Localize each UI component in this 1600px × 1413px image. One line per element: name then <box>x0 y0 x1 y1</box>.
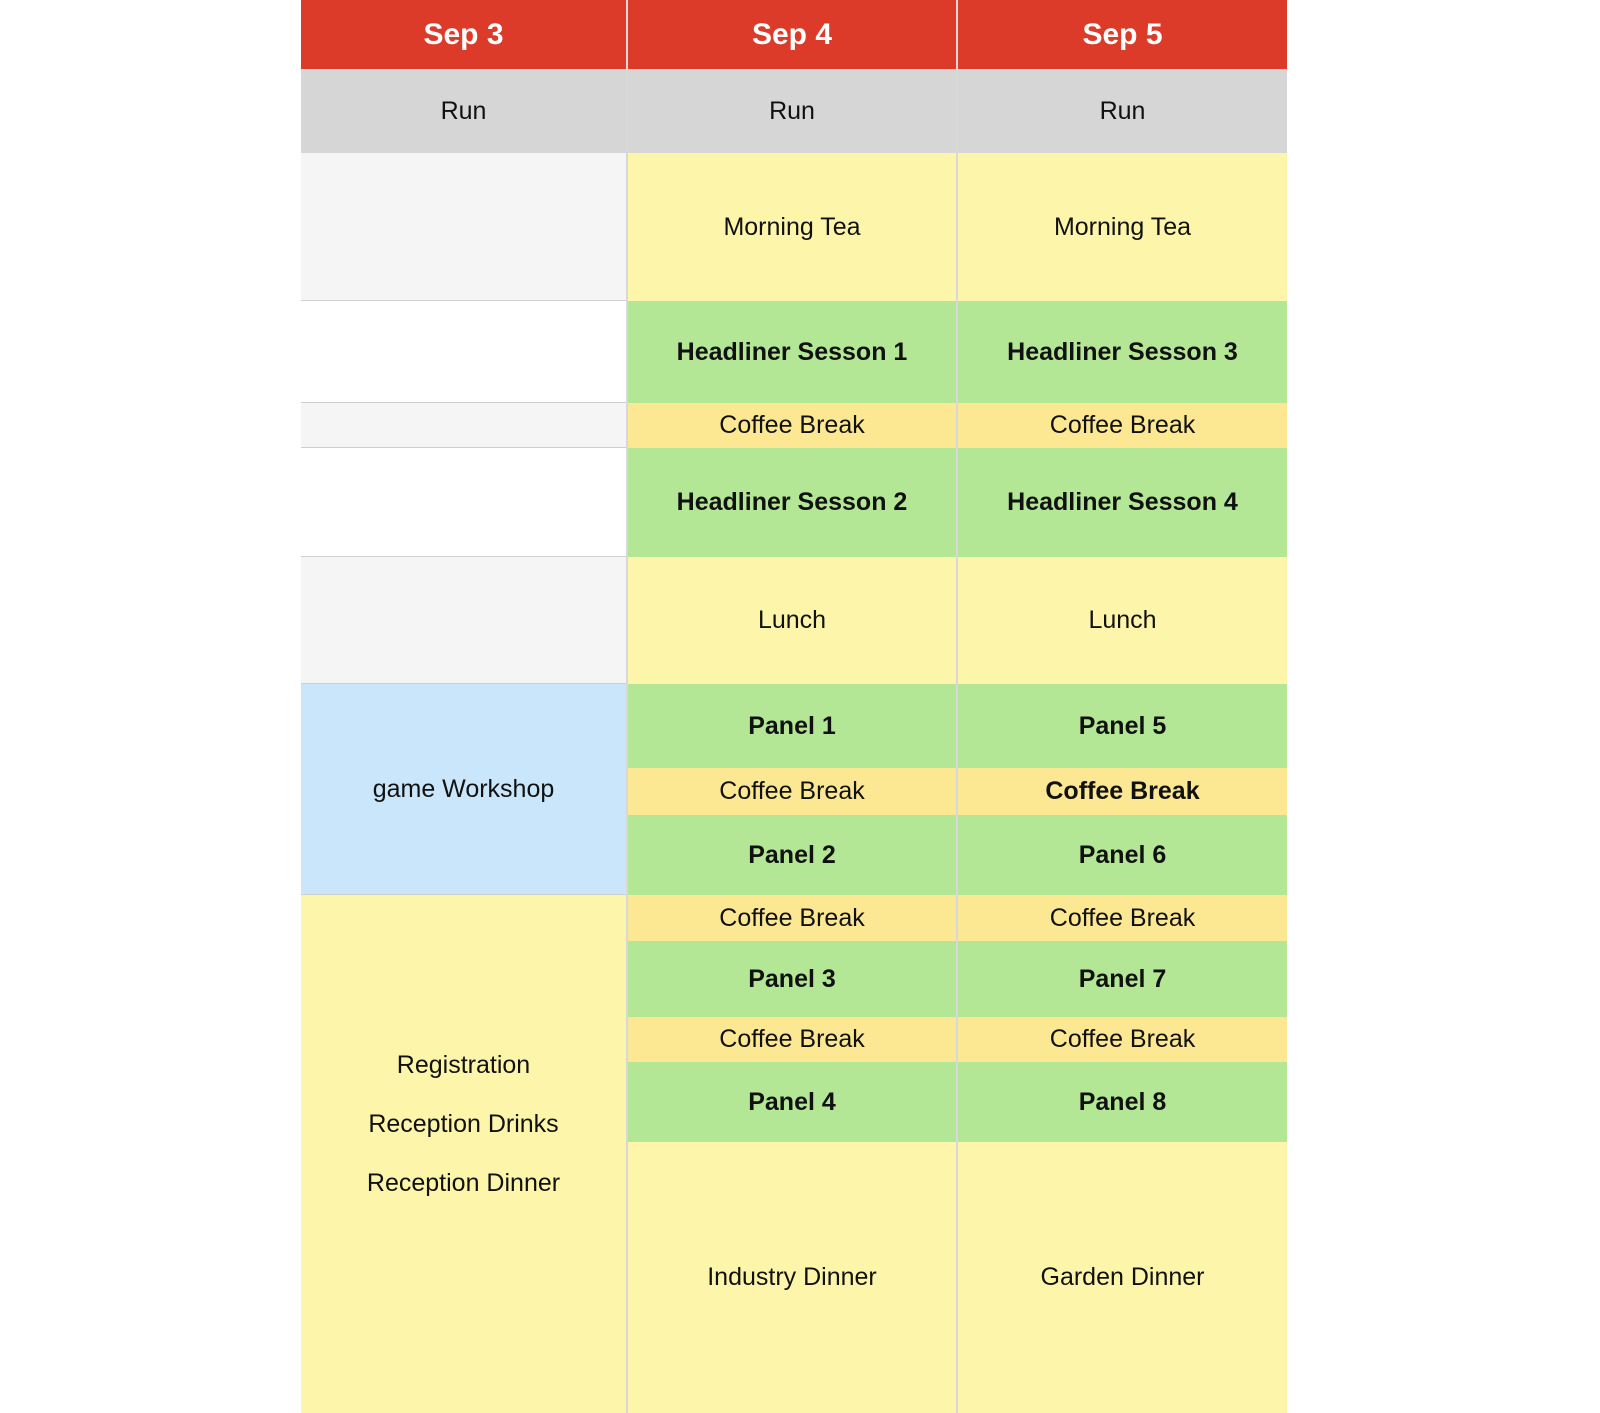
day-column-sep-4 <box>628 0 956 1413</box>
empty-slot <box>301 557 626 683</box>
coffee-break-cell: Coffee Break <box>958 1017 1287 1062</box>
coffee-break-cell: Coffee Break <box>958 403 1287 448</box>
lunch-cell: Lunch <box>628 557 956 684</box>
session-cell: Headliner Sesson 3 <box>958 301 1287 403</box>
session-cell: Headliner Sesson 4 <box>958 448 1287 557</box>
run-cell: Run <box>958 69 1287 153</box>
panel-cell: Panel 8 <box>958 1062 1287 1142</box>
coffee-break-cell: Coffee Break <box>628 1017 956 1062</box>
coffee-break-cell: Coffee Break <box>628 768 956 815</box>
panel-cell: Panel 6 <box>958 815 1287 895</box>
day-header: Sep 5 <box>958 0 1287 69</box>
morning-tea-cell: Morning Tea <box>958 153 1287 301</box>
morning-tea-cell: Morning Tea <box>628 153 956 301</box>
panel-cell: Panel 4 <box>628 1062 956 1142</box>
dinner-cell: Industry Dinner <box>628 1142 956 1413</box>
coffee-break-cell: Coffee Break <box>628 895 956 941</box>
day-header: Sep 3 <box>301 0 626 69</box>
empty-slot <box>301 301 626 402</box>
schedule-table <box>301 0 1287 1413</box>
session-cell: Headliner Sesson 2 <box>628 448 956 557</box>
empty-slot <box>301 403 626 447</box>
empty-slot <box>301 153 626 300</box>
coffee-break-cell: Coffee Break <box>958 768 1287 815</box>
coffee-break-cell: Coffee Break <box>958 895 1287 941</box>
panel-cell: Panel 3 <box>628 941 956 1017</box>
panel-cell: Panel 2 <box>628 815 956 895</box>
evening-events-cell <box>301 895 626 1413</box>
event-line: Registration <box>396 1050 531 1079</box>
event-line: Reception Dinner <box>366 1168 561 1197</box>
panel-cell: Panel 1 <box>628 684 956 768</box>
workshop-cell: game Workshop <box>301 684 626 894</box>
panel-cell: Panel 5 <box>958 684 1287 768</box>
day-column-sep-3 <box>301 0 626 1413</box>
dinner-cell: Garden Dinner <box>958 1142 1287 1413</box>
day-column-sep-5 <box>958 0 1287 1413</box>
run-cell: Run <box>628 69 956 153</box>
panel-cell: Panel 7 <box>958 941 1287 1017</box>
lunch-cell: Lunch <box>958 557 1287 684</box>
session-cell: Headliner Sesson 1 <box>628 301 956 403</box>
day-header: Sep 4 <box>628 0 956 69</box>
run-cell: Run <box>301 69 626 153</box>
empty-slot <box>301 448 626 556</box>
coffee-break-cell: Coffee Break <box>628 403 956 448</box>
event-line: Reception Drinks <box>368 1109 559 1138</box>
